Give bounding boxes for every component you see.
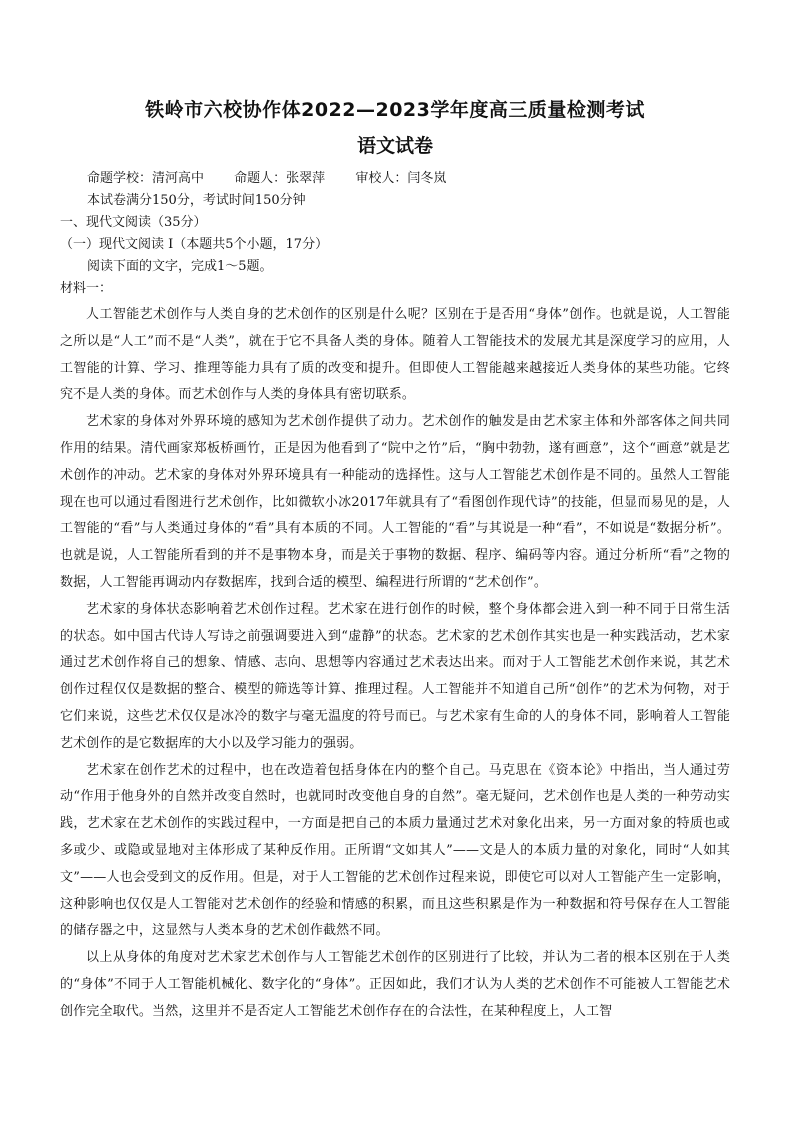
exam-subtitle: 语文试卷: [356, 135, 433, 157]
material-label: 材料一：: [60, 281, 113, 296]
material-text: [60, 302, 730, 1026]
exam-title: 铁岭市六校协作体2022—2023学年度高三质量检测考试: [145, 99, 645, 121]
exam-info: 本试卷满分150分，考试时间150分钟: [87, 193, 306, 208]
meta-reviewer: 审校人：闫冬岚: [355, 171, 447, 186]
exam-meta: [60, 168, 730, 190]
meta-school: 命题学校：清河高中: [87, 171, 205, 186]
paragraph-3: 艺术家的身体状态影响着艺术创作过程。艺术家在进行创作的时候，整个身体都会进入到一种不同于日常生活的状态。如中国古代诗人写诗之前强调要进入到“虚静”的状态。艺术家的艺术创作其实也是一种实践活动，艺术家通过艺术创作将自己的想象、情感、志向、思想等内容通过艺术表达出来。而对于人工智能艺术创作来说，其艺术创作过程仅仅是数据的整合、模型的筛选等计算、推理过程。人工智能并不知道自己所“创作”的艺术为何物，对于它们来说，这些艺术仅仅是冰冷的数字与毫无温度的符号而已。与艺术家有生命的人的身体不同，影响着人工智能艺术创作的是它数据库的大小以及学习能力的强弱。: [60, 601, 730, 751]
meta-author: 命题人：张翠萍: [234, 171, 326, 186]
paragraph-5: 以上从身体的角度对艺术家艺术创作与人工智能艺术创作的区别进行了比较，并认为二者的根本区别在于人类的“身体”不同于人工智能机械化、数字化的“身体”。正因如此，我们才认为人类的艺术创作不可能被人工智能艺术创作完全取代。当然，这里并不是否定人工智能艺术创作存在的合法性，在某种程度上，人工智: [60, 950, 730, 1019]
paragraph-2: 艺术家的身体对外界环境的感知为艺术创作提供了动力。艺术创作的触发是由艺术家主体和外部客体之间共同作用的结果。清代画家郑板桥画竹，正是因为他看到了“院中之竹”后，“胸中勃勃，遂有画意”，这个“画意”就是艺术创作的冲动。艺术家的身体对外界环境具有一种能动的选择性。这与人工智能艺术创作是不同的。虽然人工智能现在也可以通过看图进行艺术创作，比如微软小冰2017年就具有了“看图创作现代诗”的技能，但显而易见的是，人工智能的“看”与人类通过身体的“看”具有本质的不同。人工智能的“看”与其说是一种“看”，不如说是“数据分析”。也就是说，人工智能所看到的并不是事物本身，而是关于事物的数据、程序、编码等内容。通过分析所“看”之物的数据，人工智能再调动内存数据库，找到合适的模型、编程进行所谓的“艺术创作”。: [60, 414, 730, 590]
section-heading: 一、现代文阅读（35分）: [60, 215, 207, 230]
paragraph-1: 人工智能艺术创作与人类自身的艺术创作的区别是什么呢？区别在于是否用“身体”创作。也就是说，人工智能之所以是“人工”而不是“人类”，就在于它不具备人类的身体。随着人工智能技术的发展尤其是深度学习的应用，人工智能的计算、学习、推理等能力具有了质的改变和提升。但即使人工智能越来越接近人类身体的某些功能。它终究不是人类的身体。而艺术创作与人类的身体具有密切联系。: [60, 307, 730, 403]
reading-instruction: 阅读下面的文字，完成1～5题。: [87, 259, 273, 274]
paragraph-4: 艺术家在创作艺术的过程中，也在改造着包括身体在内的整个自己。马克思在《资本论》中指出，当人通过劳动“作用于他身外的自然并改变自然时，也就同时改变他自身的自然”。毫无疑问，艺术创作也是人类的一种劳动实践，艺术家在艺术创作的实践过程中，一方面是把自己的本质力量通过艺术对象化出来，另一方面对象的特质也或多或少、或隐或显地对主体形成了某种反作用。正所谓“文如其人”——文是人的本质力量的对象化，同时“人如其文”——人也会受到文的反作用。但是，对于人工智能的艺术创作过程来说，即使它可以对人工智能产生一定影响，这种影响也仅仅是人工智能对艺术创作的经验和情感的积累，而且这些积累是作为一种数据和符号保存在人工智能的储存器之中，这显然与人类本身的艺术创作截然不同。: [60, 762, 730, 939]
subsection-heading: （一）现代文阅读 I（本题共5个小题，17分）: [60, 237, 329, 252]
